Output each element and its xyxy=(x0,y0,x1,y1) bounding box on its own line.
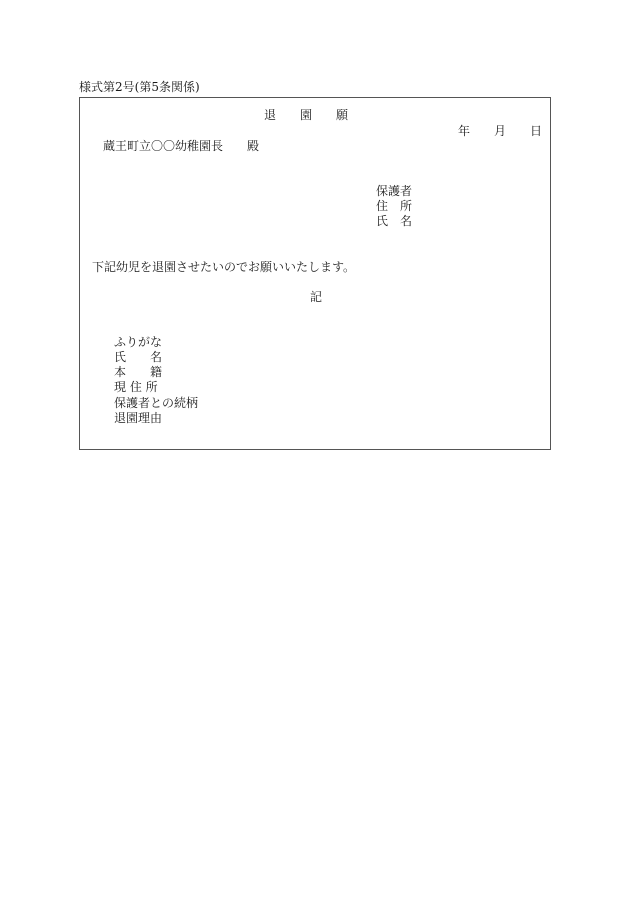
document-title: 退 園 願 xyxy=(264,108,349,122)
field-address: 現 住 所 xyxy=(114,380,158,394)
field-honseki: 本 籍 xyxy=(114,365,163,379)
request-text: 下記幼児を退園させたいのでお願いいたします。 xyxy=(92,260,356,274)
guardian-address-label: 住 所 xyxy=(376,199,413,213)
form-number-label: 様式第2号(第5条関係) xyxy=(79,80,200,94)
guardian-heading: 保護者 xyxy=(376,184,413,198)
field-reason: 退園理由 xyxy=(114,411,163,425)
ki-heading: 記 xyxy=(310,290,323,304)
field-furigana: ふりがな xyxy=(114,335,163,349)
date-line: 年 月 日 xyxy=(458,124,543,138)
addressee: 蔵王町立〇〇幼稚園長 殿 xyxy=(103,139,260,153)
field-name: 氏 名 xyxy=(114,350,163,364)
guardian-name-label: 氏 名 xyxy=(376,214,413,228)
field-relationship: 保護者との続柄 xyxy=(114,396,199,410)
